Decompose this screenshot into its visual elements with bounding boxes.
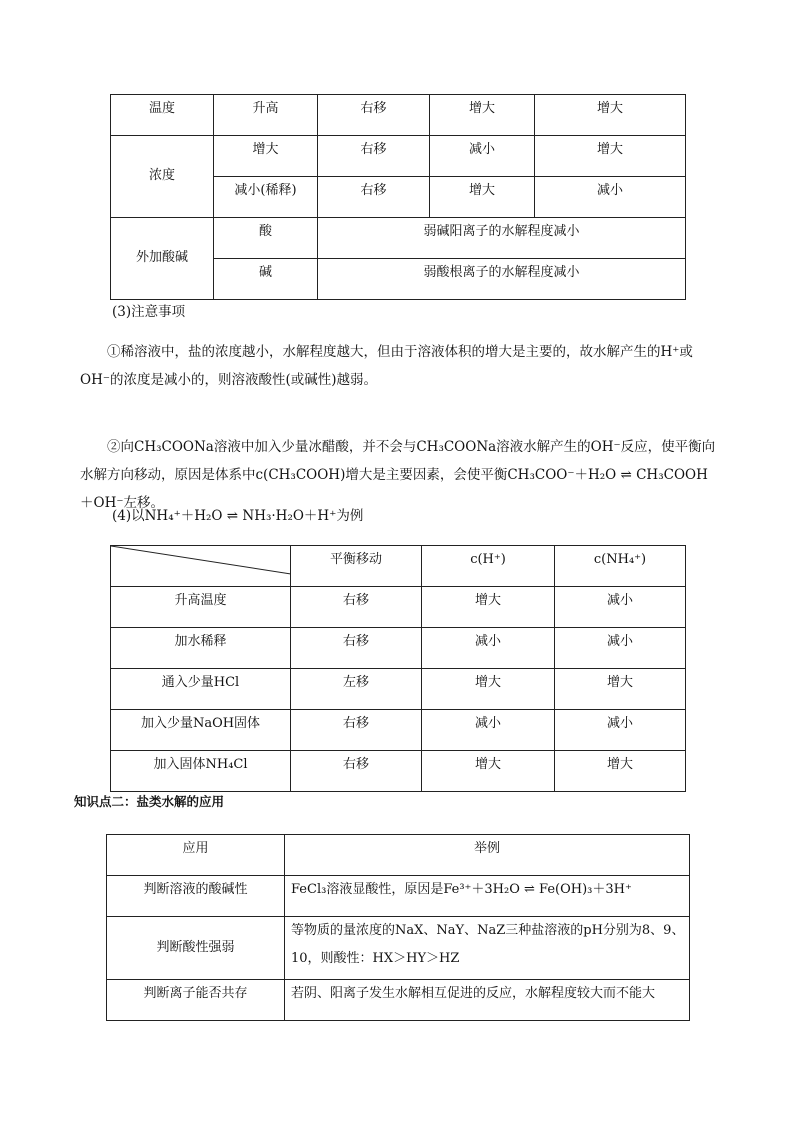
- knowledge-point-2-title: 知识点二：盐类水解的应用: [74, 794, 225, 809]
- table-row: [111, 669, 686, 710]
- table-cell: 减小: [535, 177, 686, 218]
- table-cell: 酸: [214, 218, 318, 259]
- table-cell: 增大: [535, 136, 686, 177]
- table-cell: 右移: [318, 177, 430, 218]
- table-cell: FeCl₃溶液显酸性，原因是Fe³⁺＋3H₂O ⇌ Fe(OH)₃＋3H⁺: [285, 876, 690, 917]
- column-header: c(H⁺): [422, 546, 555, 587]
- table-cell: 增大: [430, 95, 535, 136]
- table-cell: 升高温度: [111, 587, 291, 628]
- table-cell: 若阴、阳离子发生水解相互促进的反应，水解程度较大而不能大: [285, 980, 690, 1021]
- table-cell: 判断溶液的酸碱性: [107, 876, 285, 917]
- table-cell: 减小: [422, 710, 555, 751]
- table-header-row: [111, 546, 686, 587]
- table-cell: 左移: [291, 669, 422, 710]
- table-cell: 碱: [214, 259, 318, 300]
- hydrolysis-application-table: [106, 834, 690, 1021]
- table-cell: 增大: [555, 751, 686, 792]
- nh4-equilibrium-table: [110, 545, 686, 792]
- diagonal-line: [111, 546, 291, 586]
- table-row: [107, 980, 690, 1021]
- column-header: 平衡移动: [291, 546, 422, 587]
- table-cell: 减小(稀释): [214, 177, 318, 218]
- table-row: [107, 917, 690, 980]
- table-row: [111, 710, 686, 751]
- column-header: c(NH₄⁺): [555, 546, 686, 587]
- factor-table: [110, 94, 686, 300]
- table-cell: 弱碱阳离子的水解程度减小: [318, 218, 686, 259]
- table-cell: 增大: [555, 669, 686, 710]
- table-cell: 减小: [555, 710, 686, 751]
- section-4-title: (4)以NH₄⁺＋H₂O ⇌ NH₃·H₂O＋H⁺为例: [112, 508, 364, 524]
- column-header: 应用: [107, 835, 285, 876]
- table-cell: 右移: [318, 95, 430, 136]
- section-3-title: (3)注意事项: [112, 304, 186, 320]
- table-header-row: [107, 835, 690, 876]
- table-cell: 通入少量HCl: [111, 669, 291, 710]
- table-cell: 加入少量NaOH固体: [111, 710, 291, 751]
- table-cell: 判断酸性强弱: [107, 917, 285, 980]
- table-cell: 右移: [291, 710, 422, 751]
- table-cell: 判断离子能否共存: [107, 980, 285, 1021]
- table-row: [111, 751, 686, 792]
- table-cell: 右移: [291, 587, 422, 628]
- table-cell: 等物质的量浓度的NaX、NaY、NaZ三种盐溶液的pH分别为8、9、10，则酸性：HX＞HY＞HZ: [285, 917, 690, 980]
- table-cell: 右移: [291, 628, 422, 669]
- table-cell: 弱酸根离子的水解程度减小: [318, 259, 686, 300]
- table-cell: 增大: [430, 177, 535, 218]
- table-cell: 右移: [318, 136, 430, 177]
- diagonal-header-cell: [111, 546, 291, 587]
- column-header: 举例: [285, 835, 690, 876]
- table-cell: 加水稀释: [111, 628, 291, 669]
- table-row: [111, 136, 686, 177]
- table-row: [111, 95, 686, 136]
- table-row: [111, 628, 686, 669]
- note-2: ②向CH₃COONa溶液中加入少量冰醋酸，并不会与CH₃COONa溶液水解产生的OH⁻反应，使平衡向水解方向移动，原因是体系中c(CH₃COOH)增大是主要因素，会使平衡CH₃COO⁻＋H₂O ⇌ CH₃COOH＋OH⁻左移。: [80, 439, 716, 511]
- table-row: [107, 876, 690, 917]
- table-cell: 右移: [291, 751, 422, 792]
- table-cell: 减小: [422, 628, 555, 669]
- table-cell: 升高: [214, 95, 318, 136]
- table-cell: 减小: [555, 587, 686, 628]
- table-cell: 减小: [430, 136, 535, 177]
- table-cell: 温度: [111, 95, 214, 136]
- table-cell: 加入固体NH₄Cl: [111, 751, 291, 792]
- note-1: ①稀溶液中，盐的浓度越小，水解程度越大，但由于溶液体积的增大是主要的，故水解产生的H⁺或OH⁻的浓度是减小的，则溶液酸性(或碱性)越弱。: [80, 344, 693, 388]
- table-cell: 减小: [555, 628, 686, 669]
- table-row: [111, 218, 686, 259]
- table-cell: 增大: [214, 136, 318, 177]
- table-row: [111, 587, 686, 628]
- table-cell: 增大: [422, 587, 555, 628]
- table-cell: 增大: [535, 95, 686, 136]
- table-cell: 外加酸碱: [111, 218, 214, 300]
- table-cell: 增大: [422, 751, 555, 792]
- table-cell: 浓度: [111, 136, 214, 218]
- table-cell: 增大: [422, 669, 555, 710]
